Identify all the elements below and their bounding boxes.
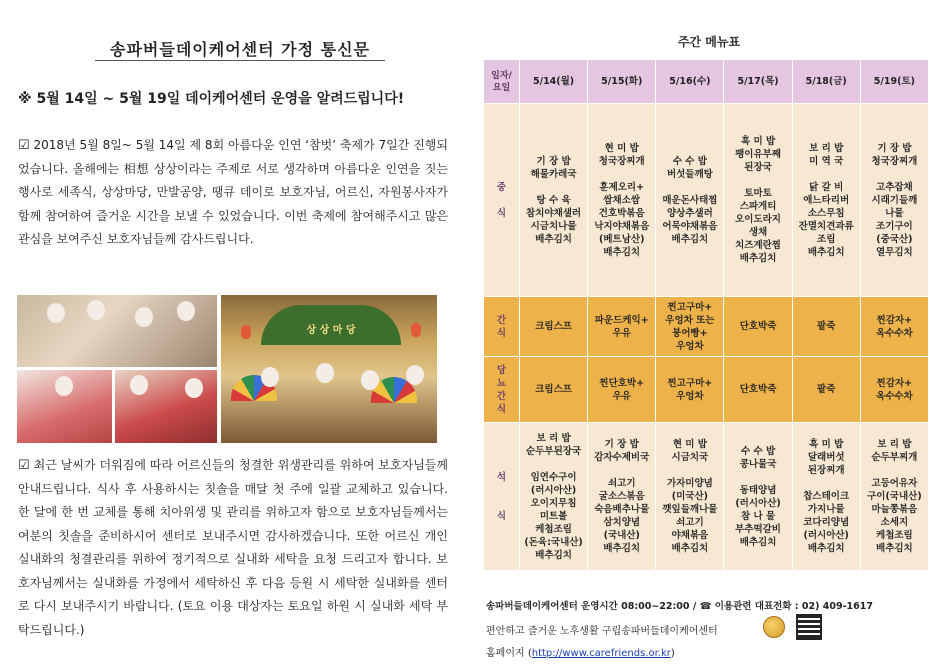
- menu-cell: 단호박죽: [724, 297, 792, 357]
- hygiene-text: 최근 날씨가 더워짐에 따라 어르신들의 청결한 위생관리를 위하여 보호자님들께 안내드립니다. 식사 후 사용하시는 칫솔을 매달 첫 주에 일괄 교체하고 있습니다. 한 달에 한 번 교체를 통해 치아위생 및 관리를 위하고자 함으로 보호자님들께서는 여분의 칫솔을 준비하시어 센터로 보내주시면 감사하겠습니다. 또한 어르신 개인 실내화의 청결관리를 위하여 정기적으로 실내화 세탁을 요청 드리고자 합니다. 보호자님께서는 실내화를 가정에서 세탁하신 후 다음 등원 시 세탁한 실내화를 센터로 다시 보내주시기 바랍니다. (토요 이용 대상자는 토요일 하원 시 실내화 세탁 부탁드립니다.): [18, 458, 448, 637]
- lunch-row: [484, 104, 929, 297]
- center-slogan: 편안하고 즐거운 노후생활 구립송파버들데이케어센터: [486, 626, 718, 637]
- diabetic-snack-row: [484, 357, 929, 423]
- menu-panel: [478, 0, 940, 665]
- hygiene-paragraph: [18, 454, 448, 642]
- menu-cell: 기 장 밥 청국장찌개 고추잡채 시래기들깨 나물 조기구이 (중국산) 열무김치: [860, 104, 928, 297]
- operating-hours: 송파버들데이케어센터 운영시간 08:00~22:00 / ☎ 이용관련 대표전화 : 02) 409-1617: [486, 601, 873, 612]
- qr-code-icon[interactable]: [796, 614, 822, 640]
- center-logo-icon: [763, 616, 785, 638]
- menu-cell: 크림스프: [520, 357, 588, 423]
- row-label-snack: 간 식: [484, 297, 520, 357]
- day-header: 5/14(월): [520, 60, 588, 104]
- menu-cell: 수 수 밥 콩나물국 동태양념 (러시아산) 참 나 물 부추떡갈비 배추김치: [724, 423, 792, 571]
- menu-cell: 찐고구마+ 우엉차: [656, 357, 724, 423]
- schedule-notice: ※ 5월 14일 ~ 5월 19일 데이케어센터 운영을 알려드립니다!: [18, 91, 405, 107]
- photo-foot-washing: [17, 295, 217, 367]
- menu-header-row: [484, 60, 929, 104]
- dinner-row: [484, 423, 929, 571]
- photo-carnations-1: [17, 370, 112, 443]
- menu-cell: 찐고구마+ 우엉차 또는 붕어빵+ 우엉차: [656, 297, 724, 357]
- menu-cell: 보 리 밥 순두부찌개 고등어유자 구이(국내산) 마늘쫑볶음 소세지 케첩조림 배추김치: [860, 423, 928, 571]
- day-header: 5/17(목): [724, 60, 792, 104]
- menu-cell: 찐감자+ 옥수수차: [860, 357, 928, 423]
- menu-cell: 기 장 밥 해물카레국 탕 수 육 참치야채샐러 시금치나물 배추김치: [520, 104, 588, 297]
- menu-cell: 팥죽: [792, 297, 860, 357]
- day-header: 5/19(토): [860, 60, 928, 104]
- menu-cell: 흑 미 밥 달래버섯 된장찌개 찹스테이크 가지나물 코다리양념 (러시아산) 배추김치: [792, 423, 860, 571]
- date-day-label: 일자/ 요일: [484, 60, 520, 104]
- homepage-close: ): [670, 648, 675, 659]
- homepage-label: 홈페이지 (: [486, 648, 532, 659]
- homepage-link[interactable]: http://www.carefriends.or.kr: [531, 648, 671, 659]
- photo-carnations-2: [115, 370, 217, 443]
- festival-photos: [17, 295, 437, 443]
- stage-banner: 상 상 마 당: [261, 305, 401, 345]
- photo-stage-performance: [221, 295, 437, 443]
- menu-cell: 수 수 밥 버섯들깨탕 매운돈사태찜 양상추샐러 어묵야채볶음 배추김치: [656, 104, 724, 297]
- menu-cell: 찐감자+ 옥수수차: [860, 297, 928, 357]
- menu-cell: 단호박죽: [724, 357, 792, 423]
- homepage-line: [486, 644, 675, 659]
- menu-cell: 파운드케익+ 우유: [588, 297, 656, 357]
- row-label-dinner: 석 식: [484, 423, 520, 571]
- menu-cell: 보 리 밥 미 역 국 닭 갈 비 애느타리버 소스무침 잔멸치견과류 조림 배추김치: [792, 104, 860, 297]
- menu-cell: 보 리 밥 순두부된장국 임연수구이 (러시아산) 오이지무침 미트볼 케첩조림 (돈육:국내산) 배추김치: [520, 423, 588, 571]
- day-header: 5/18(금): [792, 60, 860, 104]
- menu-cell: 현 미 밥 청국장찌개 훈제오리+ 쌈채소쌈 건호박볶음 낙지야채볶음 (베트남산) 배추김치: [588, 104, 656, 297]
- menu-cell: 현 미 밥 시금치국 가자미양념 (미국산) 깻잎들깨나물 쇠고기 야채볶음 배추김치: [656, 423, 724, 571]
- day-header: 5/16(수): [656, 60, 724, 104]
- checkbox-icon: ☑: [18, 138, 30, 153]
- festival-text: 2018년 5월 8일~ 5월 14일 제 8회 아름다운 인연 ‘참벗’ 축제가 7일간 진행되었습니다. 올해에는 相想 상상이라는 주제로 서로 생각하며 아름다운 인연을 짓는 행사로 세족식, 상상마당, 만발공양, 땡큐 데이로 보호자님, 어르신, 자원봉사자가 함께 참여하여 즐거운 시간을 보낼 수 있었습니다. 이번 축제에 참여해주시고 많은 관심을 보여주신 보호자님들께 감사드립니다.: [18, 138, 448, 246]
- menu-cell: 찐단호박+ 우유: [588, 357, 656, 423]
- row-label-diabetic-snack: 당 뇨 간 식: [484, 357, 520, 423]
- menu-cell: 크림스프: [520, 297, 588, 357]
- checkbox-icon: ☑: [18, 458, 30, 473]
- day-header: 5/15(화): [588, 60, 656, 104]
- menu-cell: 팥죽: [792, 357, 860, 423]
- weekly-menu-table: [483, 59, 929, 571]
- festival-paragraph: [18, 134, 448, 252]
- menu-cell: 기 장 밥 감자수제비국 쇠고기 굴소스볶음 숙음배추나물 삼치양념 (국내산) 배추김치: [588, 423, 656, 571]
- snack-row: [484, 297, 929, 357]
- row-label-lunch: 중 식: [484, 104, 520, 297]
- menu-cell: 흑 미 밥 팽이유부째 된장국 토마토 스파게티 오이도라지 생채 치즈계란찜 배추김치: [724, 104, 792, 297]
- menu-title: 주간 메뉴표: [677, 35, 741, 49]
- title-underline: [95, 60, 385, 61]
- newsletter-title: 송파버들데이케어센터 가정 통신문: [110, 40, 370, 59]
